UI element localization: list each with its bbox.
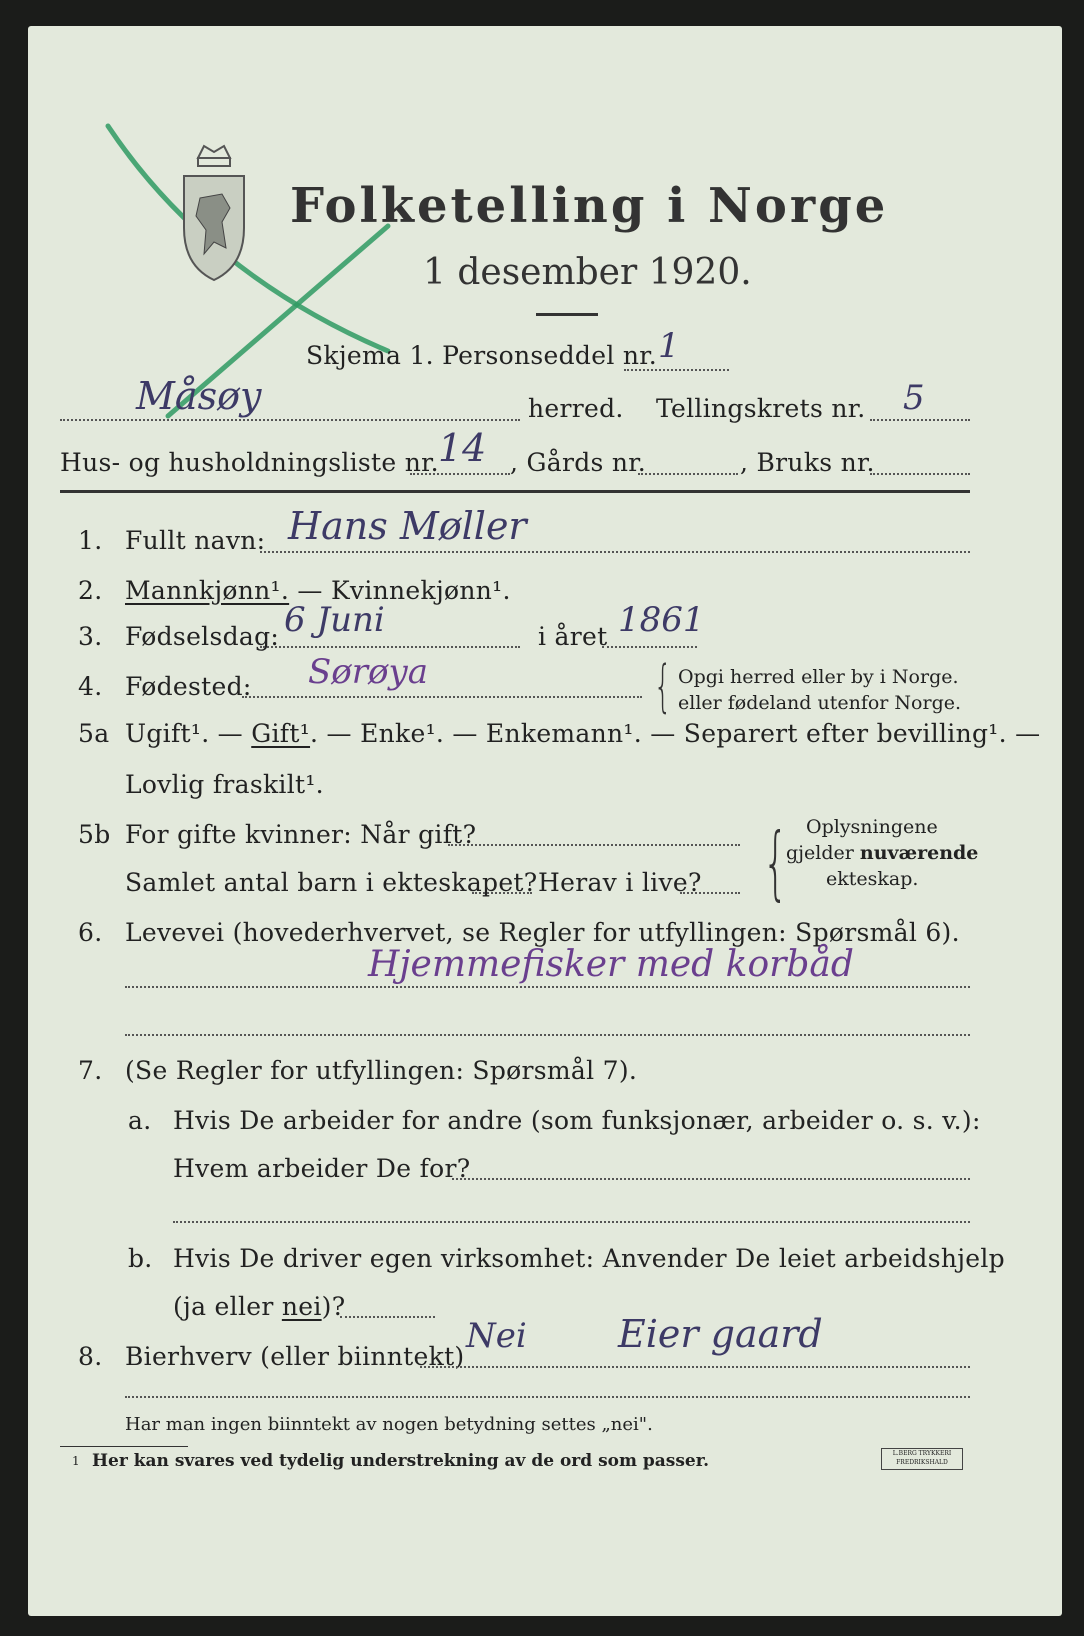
q1-label: Fullt navn: bbox=[125, 526, 266, 555]
q1-number: 1. bbox=[78, 526, 103, 555]
no-income-note: Har man ingen biinntekt av nogen betydning settes „nei". bbox=[125, 1414, 653, 1435]
q8-line bbox=[420, 1366, 970, 1368]
q8-line2 bbox=[125, 1396, 970, 1398]
q4-line bbox=[242, 696, 642, 698]
footnote-divider bbox=[60, 1446, 188, 1447]
q7b-ja-option: (ja eller bbox=[173, 1292, 282, 1321]
q5b-note-line1: Oplysningene bbox=[806, 816, 938, 838]
stamp-line2: FREDRIKSHALD bbox=[896, 1459, 948, 1466]
hus-label: Hus- og husholdningsliste nr. bbox=[60, 448, 439, 477]
tellingskrets-line bbox=[870, 419, 970, 421]
herred-line bbox=[60, 419, 520, 421]
bruks-label: , Bruks nr. bbox=[740, 448, 875, 477]
birth-date-value: 6 Juni bbox=[284, 600, 385, 640]
q5b-note-line2 bbox=[786, 842, 978, 864]
children-alive-label: Herav i live? bbox=[538, 868, 702, 897]
q5b-number: 5b bbox=[78, 820, 111, 849]
q3-label: Fødselsdag: bbox=[125, 622, 280, 651]
q4-brace: { bbox=[653, 654, 672, 719]
bruks-line bbox=[870, 473, 970, 475]
married-option: Gift¹ bbox=[251, 719, 311, 748]
female-option: Kvinnekjønn¹. bbox=[330, 576, 511, 605]
q4-note-line1: Opgi herred eller by i Norge. bbox=[678, 666, 959, 688]
q7b-text: Hvis De driver egen virksomhet: Anvender De leiet arbeidshjelp bbox=[173, 1244, 1005, 1273]
census-date: 1 desember 1920. bbox=[423, 252, 752, 293]
occupation-line1 bbox=[125, 986, 970, 988]
q3-number: 3. bbox=[78, 622, 103, 651]
form-title: Folketelling i Norge bbox=[290, 178, 889, 234]
q2-number: 2. bbox=[78, 576, 103, 605]
header-divider bbox=[60, 490, 970, 493]
personseddel-number: 1 bbox=[658, 326, 680, 366]
q7b-line bbox=[340, 1316, 435, 1318]
footnote-mark: 1 bbox=[72, 1454, 80, 1468]
children-alive-line bbox=[680, 892, 740, 894]
full-name-value: Hans Møller bbox=[288, 504, 527, 548]
gaards-label: , Gårds nr. bbox=[510, 448, 647, 477]
census-form bbox=[28, 26, 1062, 1616]
q5b-note-current: nuværende bbox=[859, 842, 979, 864]
q7b-answer-options bbox=[173, 1292, 345, 1321]
q7a-text: Hvis De arbeider for andre (som funksjonær, arbeider o. s. v.): bbox=[173, 1106, 981, 1135]
q7-number: 7. bbox=[78, 1056, 103, 1085]
q7b-nei-option: nei bbox=[281, 1292, 322, 1321]
q7a-letter: a. bbox=[128, 1106, 152, 1135]
divorced-option: Lovlig fraskilt¹. bbox=[125, 770, 324, 799]
q8-number: 8. bbox=[78, 1342, 103, 1371]
birth-year-value: 1861 bbox=[618, 600, 705, 640]
q6-number: 6. bbox=[78, 918, 103, 947]
q5b-note-gjelder: gjelder bbox=[786, 842, 860, 864]
unmarried-option: Ugift¹. — bbox=[125, 719, 252, 748]
hus-line bbox=[410, 473, 510, 475]
children-total-label: Samlet antal barn i ekteskapet? bbox=[125, 868, 538, 897]
gaards-line bbox=[638, 473, 738, 475]
footnote-text: Her kan svares ved tydelig understrekning av de ord som passer. bbox=[92, 1451, 710, 1471]
employer-line1 bbox=[452, 1178, 970, 1180]
q5a-number: 5a bbox=[78, 719, 110, 748]
q4-note-line2: eller fødeland utenfor Norge. bbox=[678, 692, 962, 714]
hus-value: 14 bbox=[438, 426, 487, 470]
q2-separator: — bbox=[289, 576, 331, 605]
skjema-line bbox=[624, 369, 729, 371]
married-when-line bbox=[448, 844, 740, 846]
q7-label: (Se Regler for utfyllingen: Spørsmål 7). bbox=[125, 1056, 638, 1085]
herred-value: Måsøy bbox=[136, 374, 262, 418]
children-total-line bbox=[472, 892, 532, 894]
stamp-line1: L.BERG TRYKKERI bbox=[892, 1450, 952, 1457]
tellingskrets-value: 5 bbox=[903, 378, 925, 418]
q7b-close: )? bbox=[321, 1292, 346, 1321]
year-line bbox=[602, 646, 697, 648]
herred-label: herred. bbox=[528, 394, 624, 423]
tellingskrets-label: Tellingskrets nr. bbox=[656, 394, 866, 423]
q7b-letter: b. bbox=[128, 1244, 153, 1273]
q1-line bbox=[260, 551, 970, 553]
q4-number: 4. bbox=[78, 672, 103, 701]
q3-line bbox=[260, 646, 520, 648]
printer-stamp bbox=[881, 1448, 963, 1470]
skjema-label: Skjema 1. Personseddel nr. bbox=[306, 341, 658, 370]
q5b-brace: { bbox=[762, 816, 789, 909]
q4-label: Fødested: bbox=[125, 672, 252, 701]
norwegian-coat-of-arms-icon bbox=[178, 138, 250, 288]
side-income-value-farm: Eier gaard bbox=[618, 1312, 823, 1356]
employer-line2 bbox=[173, 1221, 970, 1223]
q8-label: Bierhverv (eller biinntekt) bbox=[125, 1342, 465, 1371]
occupation-value: Hjemmefisker med korbåd bbox=[368, 944, 854, 985]
occupation-line2 bbox=[125, 1034, 970, 1036]
q7a-employer-label: Hvem arbeider De for? bbox=[173, 1154, 471, 1183]
year-label: i året bbox=[538, 622, 608, 651]
q5b-married-when: For gifte kvinner: Når gift? bbox=[125, 820, 477, 849]
male-option: Mannkjønn¹. bbox=[125, 576, 290, 605]
side-income-value-no: Nei bbox=[466, 1316, 527, 1356]
q5a-options bbox=[125, 719, 1040, 748]
q6-label: Levevei (hovederhvervet, se Regler for utfyllingen: Spørsmål 6). bbox=[125, 918, 960, 947]
other-marital-options: . — Enke¹. — Enkemann¹. — Separert efter bevilling¹. — bbox=[310, 719, 1041, 748]
birthplace-value: Sørøya bbox=[308, 652, 428, 692]
title-divider bbox=[536, 313, 598, 316]
q5b-note-line3: ekteskap. bbox=[826, 868, 919, 890]
